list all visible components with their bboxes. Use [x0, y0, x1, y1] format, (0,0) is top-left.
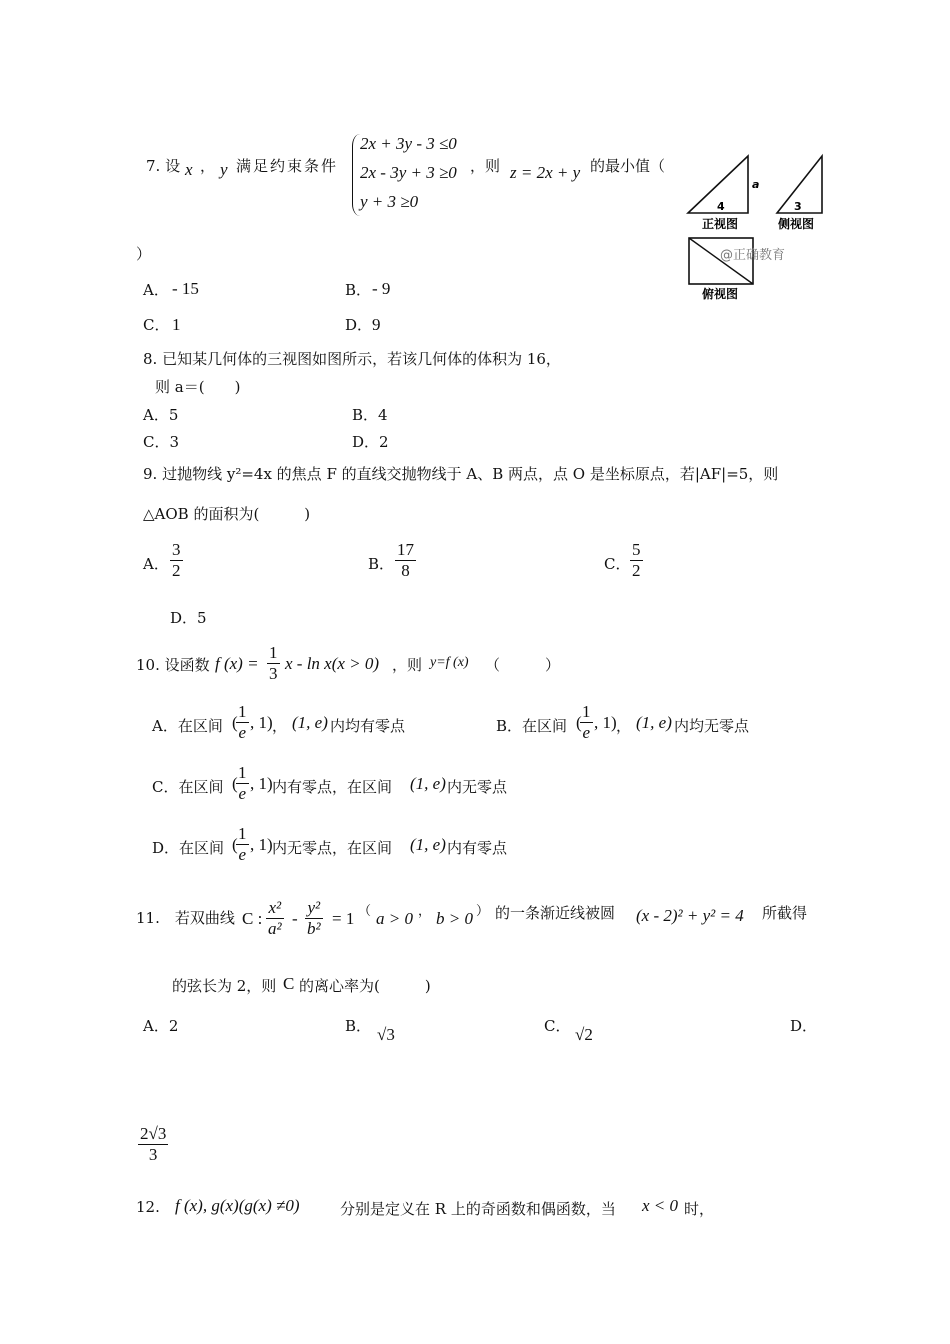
q10-d-tail2: 内有零点 — [447, 839, 508, 857]
q10-a-int2: (1, e) — [292, 713, 328, 732]
q11-option-b: √3 — [377, 1025, 395, 1044]
q10-c-open: ( — [232, 774, 238, 793]
q11-d-numerator: 2√3 — [140, 1124, 167, 1143]
q10-d-fraction — [236, 824, 249, 865]
q7-prefix: 7. 设 — [146, 157, 181, 175]
q11-C: C : — [242, 909, 263, 928]
q10-paren: （ ） — [485, 656, 561, 674]
q10-fx: f (x) = — [215, 654, 259, 673]
q7-option-d: 9 — [372, 315, 381, 334]
q10-d-close: , 1) — [250, 835, 273, 854]
q7-option-b: - 9 — [372, 279, 391, 298]
q10-fraction — [267, 643, 280, 684]
q10-rest: x - ln x(x > 0) — [285, 654, 380, 673]
q8-option-d: D．2 — [352, 433, 389, 451]
front-view-label: 正视图 — [702, 217, 739, 231]
q11-line-2b: 的离心率为( ) — [299, 977, 431, 995]
q11-b-gt: b > 0 — [436, 909, 473, 928]
q9-option-d: D．5 — [170, 609, 207, 627]
q9-c-denominator: 2 — [632, 561, 641, 580]
q7-constraint-2: 2x - 3y + 3 ≥0 — [360, 163, 457, 182]
q8-option-c: C．3 — [143, 433, 180, 451]
q10-c-fraction — [236, 763, 249, 804]
q10-prefix: 10. 设函数 — [136, 656, 210, 674]
q10-option-d-label: D．在区间 — [152, 839, 225, 857]
q7-tail: 的最小值（ — [590, 157, 666, 175]
q7-option-c-label: C． — [143, 316, 170, 334]
q9-option-c-fraction — [630, 540, 643, 581]
q10-a-num: 1 — [238, 702, 247, 721]
q7-option-b-label: B． — [345, 281, 372, 299]
q11-mid: 的一条渐近线被圆 — [495, 904, 616, 922]
q11-cond-close: ） — [476, 904, 490, 919]
q10-c-tail2: 内无零点 — [447, 778, 508, 796]
q10-a-mid: ， — [272, 717, 288, 735]
three-view-figure — [680, 148, 830, 308]
q7-var-x: x — [185, 160, 193, 179]
q10-b-tail: 内均无零点 — [674, 717, 750, 735]
q11-circle: (x - 2)² + y² = 4 — [636, 906, 744, 925]
q11-option-a: A．2 — [143, 1017, 179, 1035]
q10-d-open: ( — [232, 835, 238, 854]
q7-option-a-label: A． — [143, 281, 169, 299]
q7-constraint-1: 2x + 3y - 3 ≤0 — [360, 134, 457, 153]
top-view-label: 俯视图 — [702, 287, 739, 301]
q7-var-y: y — [220, 160, 228, 179]
q10-b-den: e — [582, 723, 591, 742]
q11-b2: b² — [307, 919, 321, 938]
q10-a-tail: 内均有零点 — [330, 717, 406, 735]
q9-line-1: 9. 过抛物线 y²=4x 的焦点 F 的直线交抛物线于 A、B 两点，点 O 是坐标原点，若|AF|=5，则 — [143, 465, 779, 483]
q7-comma: ， — [200, 157, 216, 175]
q12-cond: x < 0 — [642, 1196, 679, 1215]
q10-a-open: ( — [232, 713, 238, 732]
q10-b-fraction — [580, 702, 593, 743]
q12-prefix: 12. — [136, 1198, 160, 1216]
q11-option-d-fraction — [138, 1124, 168, 1165]
q7-option-c: 1 — [172, 315, 181, 334]
q7-option-a: - 15 — [172, 279, 199, 298]
q7-option-d-label: D． — [345, 316, 373, 334]
q10-a-den: e — [238, 723, 247, 742]
q11-option-c-label: C． — [544, 1017, 571, 1035]
q9-option-a-label: A． — [143, 555, 169, 573]
q7-objective: z = 2x + y — [510, 163, 581, 182]
q11-prefix: 11. 若双曲线 — [136, 909, 235, 927]
q11-tail: 所截得 — [762, 904, 808, 922]
q10-option-c-label: C．在区间 — [152, 778, 224, 796]
q10-c-tail1: 内有零点，在区间 — [272, 778, 393, 796]
q10-c-den: e — [238, 784, 247, 803]
q7-mid: 满足约束条件 — [236, 157, 339, 175]
q11-cond-open: （ — [358, 904, 372, 919]
q11-option-d-label: D． — [790, 1017, 818, 1035]
front-view-num-a: a — [752, 178, 760, 191]
q11-d-denominator: 3 — [148, 1145, 158, 1164]
q11-line-2a: 的弦长为 2，则 — [172, 977, 277, 995]
q11-a2: a² — [268, 919, 282, 938]
q11-eq1: = 1 — [332, 909, 355, 928]
q10-c-int2: (1, e) — [410, 774, 446, 793]
q10-d-den: e — [238, 845, 247, 864]
q9-line-2: △AOB 的面积为( ) — [143, 505, 311, 523]
front-view-num-4: 4 — [717, 200, 725, 213]
q9-option-b-label: B． — [368, 555, 395, 573]
q11-y2: y² — [305, 898, 323, 919]
q9-option-b-fraction — [395, 540, 416, 581]
q10-b-int2: (1, e) — [636, 713, 672, 732]
q10-d-int2: (1, e) — [410, 835, 446, 854]
q9-option-a-fraction — [170, 540, 183, 581]
q9-a-denominator: 2 — [172, 561, 181, 580]
q8-option-a: A．5 — [143, 406, 179, 424]
q11-option-b-label: B． — [345, 1017, 372, 1035]
q10-b-close: , 1) — [594, 713, 617, 732]
q10-c-num: 1 — [238, 763, 247, 782]
q12-tail: 时， — [684, 1200, 715, 1218]
q10-option-a-label: A．在区间 — [152, 717, 223, 735]
q7-stem — [146, 155, 180, 176]
q10-numerator: 1 — [269, 643, 278, 662]
q11-minus: - — [292, 909, 298, 928]
q9-b-denominator: 8 — [401, 561, 410, 580]
q10-d-tail1: 内无零点，在区间 — [272, 839, 393, 857]
q10-d-num: 1 — [238, 824, 247, 843]
q10-option-b-label: B．在区间 — [496, 717, 568, 735]
q11-line-2C: C — [283, 974, 295, 993]
q12-expr: f (x), g(x)(g(x) ≠0) — [175, 1196, 300, 1215]
q9-option-c-label: C． — [604, 555, 631, 573]
q7-close: ） — [136, 245, 152, 263]
side-view-num-3: 3 — [794, 200, 802, 213]
q9-c-numerator: 5 — [632, 540, 641, 559]
q10-a-close: , 1) — [250, 713, 273, 732]
q8-line-1: 8. 已知某几何体的三视图如图所示，若该几何体的体积为 16， — [143, 350, 561, 368]
q11-x2: x² — [266, 898, 284, 919]
q10-b-num: 1 — [582, 702, 591, 721]
q9-a-numerator: 3 — [172, 540, 181, 559]
q10-yfx: y=f (x) — [430, 655, 469, 670]
q8-option-b: B．4 — [352, 406, 388, 424]
q10-c-close: , 1) — [250, 774, 273, 793]
q11-option-c: √2 — [575, 1025, 593, 1044]
q7-then: ，则 — [470, 157, 501, 175]
q11-frac-y — [305, 898, 323, 939]
q11-frac-x — [266, 898, 284, 939]
q11-sep: ， — [418, 904, 432, 919]
side-view-label: 侧视图 — [778, 217, 815, 231]
q9-b-numerator: 17 — [397, 540, 414, 559]
q10-then: ，则 — [392, 656, 423, 674]
watermark: @正确教育 — [720, 248, 786, 263]
q8-line-2: 则 a＝( ) — [155, 378, 241, 396]
q10-b-mid: ， — [616, 717, 632, 735]
q10-b-open: ( — [576, 713, 582, 732]
q10-denominator: 3 — [269, 664, 278, 683]
q11-a-gt: a > 0 — [376, 909, 413, 928]
q10-a-fraction — [236, 702, 249, 743]
q7-constraint-3: y + 3 ≥0 — [360, 192, 419, 211]
q12-mid: 分别是定义在 R 上的奇函数和偶函数，当 — [340, 1200, 616, 1218]
